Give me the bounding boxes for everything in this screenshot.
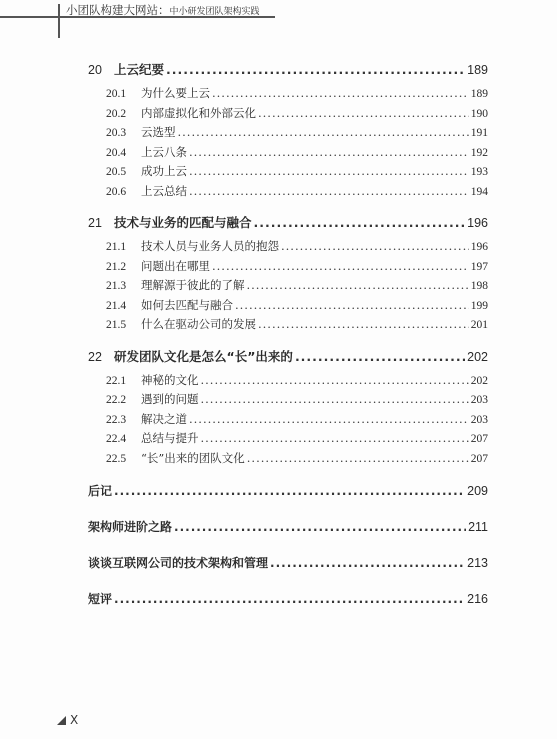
page-number-ref: 192: [470, 146, 488, 159]
dot-leader: [212, 84, 469, 104]
page-number-ref: 199: [470, 299, 488, 312]
section-list: [88, 237, 488, 335]
section-title: 总结与提升: [141, 431, 199, 445]
dot-leader: [258, 315, 469, 335]
page-number-ref: 193: [470, 166, 488, 178]
page-number-ref: 196: [470, 241, 488, 253]
section-list: [88, 371, 488, 469]
appendix-title: 架构师进阶之路: [88, 520, 173, 534]
section-number: 22.2: [106, 394, 127, 406]
section-number: 22.3: [106, 413, 127, 426]
section-number: 20.5: [106, 166, 127, 178]
page-number-ref: 191: [470, 127, 488, 139]
toc-appendix-entry[interactable]: [88, 517, 488, 538]
chapter-number: 21: [88, 216, 102, 230]
dot-leader: [258, 104, 469, 124]
header-rule-vertical: [58, 4, 60, 38]
section-number: 20.4: [106, 146, 127, 159]
section-title: 上云总结: [141, 183, 187, 198]
section-number: 22.4: [106, 433, 127, 445]
toc-section-entry[interactable]: [88, 84, 488, 104]
dot-leader: [201, 371, 469, 391]
dot-leader: [189, 162, 469, 182]
toc-section-entry[interactable]: [88, 237, 488, 257]
dot-leader: [212, 257, 469, 277]
corner-triangle-icon: [57, 716, 66, 725]
section-number: 22.1: [106, 374, 127, 387]
toc-section-entry[interactable]: [88, 257, 488, 277]
toc-section-entry[interactable]: [88, 410, 488, 430]
page-number-ref: 194: [470, 185, 488, 198]
page-number-ref: 203: [470, 394, 488, 406]
page-number-ref: 201: [470, 319, 488, 331]
dot-leader: [254, 212, 466, 233]
section-title: 什么在驱动公司的发展: [141, 317, 256, 331]
section-number: 21.3: [106, 280, 127, 292]
toc-appendix-entry[interactable]: [88, 589, 488, 610]
toc-section-entry[interactable]: [88, 449, 488, 469]
toc-section-entry[interactable]: [88, 390, 488, 410]
page-number-ref: 207: [470, 452, 488, 465]
page-number-ref: 189: [470, 88, 488, 100]
page-number-ref: 213: [467, 556, 488, 570]
dot-leader: [270, 553, 465, 574]
appendix-title: 短评: [88, 592, 113, 606]
section-title: 技术人员与业务人员的抱怨: [141, 239, 279, 253]
toc-chapter-entry[interactable]: [88, 346, 488, 367]
page-number-ref: 189: [467, 63, 488, 77]
section-title: 遇到的问题: [141, 392, 199, 406]
section-title: 云选型: [141, 125, 176, 139]
dot-leader: [114, 589, 465, 610]
toc-appendix-entry[interactable]: [88, 481, 488, 502]
running-header: [66, 2, 260, 18]
chapter-number: 20: [88, 63, 102, 77]
page-number-ref: 207: [470, 433, 488, 445]
section-number: 21.2: [106, 260, 127, 273]
toc-section-entry[interactable]: [88, 296, 488, 316]
section-title: 神秘的文化: [141, 372, 199, 387]
chapter-title: 研发团队文化是怎么“长”出来的: [114, 348, 293, 364]
dot-leader: [201, 429, 469, 449]
page-number-ref: 211: [468, 520, 488, 534]
section-title: “长”出来的团队文化: [141, 450, 245, 465]
section-number: 20.6: [106, 185, 127, 198]
section-number: 20.3: [106, 127, 127, 139]
section-list: [88, 84, 488, 201]
page-number-ref: 216: [467, 592, 488, 606]
page-footer: [57, 713, 78, 727]
section-title: 问题出在哪里: [141, 258, 210, 273]
toc-appendix-entry[interactable]: [88, 553, 488, 574]
dot-leader: [174, 517, 466, 538]
page-number-ref: 203: [470, 413, 488, 426]
page-number-ref: 202: [467, 349, 488, 364]
toc-section-entry[interactable]: [88, 182, 488, 202]
dot-leader: [281, 237, 469, 257]
section-title: 如何去匹配与融合: [141, 297, 233, 312]
page-number-ref: 190: [470, 107, 488, 120]
dot-leader: [189, 143, 469, 163]
section-number: 21.4: [106, 299, 127, 312]
dot-leader: [247, 276, 469, 296]
toc-section-entry[interactable]: [88, 315, 488, 335]
chapter-title: 上云纪要: [114, 62, 165, 77]
toc-section-entry[interactable]: [88, 276, 488, 296]
dot-leader: [201, 390, 469, 410]
section-number: 20.1: [106, 88, 127, 100]
toc-section-entry[interactable]: [88, 371, 488, 391]
page-number-ref: 197: [470, 260, 488, 273]
dot-leader: [189, 182, 469, 202]
table-of-contents: [88, 59, 488, 610]
section-title: 内部虚拟化和外部云化: [141, 105, 256, 120]
toc-chapter-entry[interactable]: [88, 59, 488, 80]
section-number: 20.2: [106, 107, 127, 120]
dot-leader: [247, 449, 469, 469]
dot-leader: [235, 296, 469, 316]
toc-chapter-entry[interactable]: [88, 212, 488, 233]
section-number: 22.5: [106, 452, 127, 465]
toc-section-entry[interactable]: [88, 104, 488, 124]
book-title: 小团队构建大网站：: [66, 3, 170, 17]
toc-section-entry[interactable]: [88, 162, 488, 182]
section-number: 21.1: [106, 241, 127, 253]
page-number-ref: 202: [470, 374, 488, 387]
page-number-ref: 198: [470, 280, 488, 292]
dot-leader: [295, 346, 465, 367]
page-number-ref: 196: [467, 216, 488, 230]
section-number: 21.5: [106, 319, 127, 331]
toc-section-entry[interactable]: [88, 143, 488, 163]
dot-leader: [178, 123, 469, 143]
section-title: 成功上云: [141, 164, 187, 178]
chapter-number: 22: [88, 349, 102, 364]
book-subtitle: 中小研发团队架构实践: [169, 7, 260, 17]
page-number-ref: 209: [467, 484, 488, 498]
toc-section-entry[interactable]: [88, 123, 488, 143]
dot-leader: [166, 59, 465, 80]
page-number: X: [70, 713, 79, 727]
section-title: 解决之道: [141, 411, 187, 426]
toc-section-entry[interactable]: [88, 429, 488, 449]
chapter-title: 技术与业务的匹配与融合: [114, 215, 252, 230]
section-title: 上云八条: [141, 144, 187, 159]
appendix-title: 谈谈互联网公司的技术架构和管理: [88, 556, 269, 570]
section-title: 为什么要上云: [141, 86, 210, 100]
appendix-title: 后记: [88, 484, 113, 498]
dot-leader: [114, 481, 465, 502]
dot-leader: [189, 410, 469, 430]
section-title: 理解源于彼此的了解: [141, 278, 245, 292]
